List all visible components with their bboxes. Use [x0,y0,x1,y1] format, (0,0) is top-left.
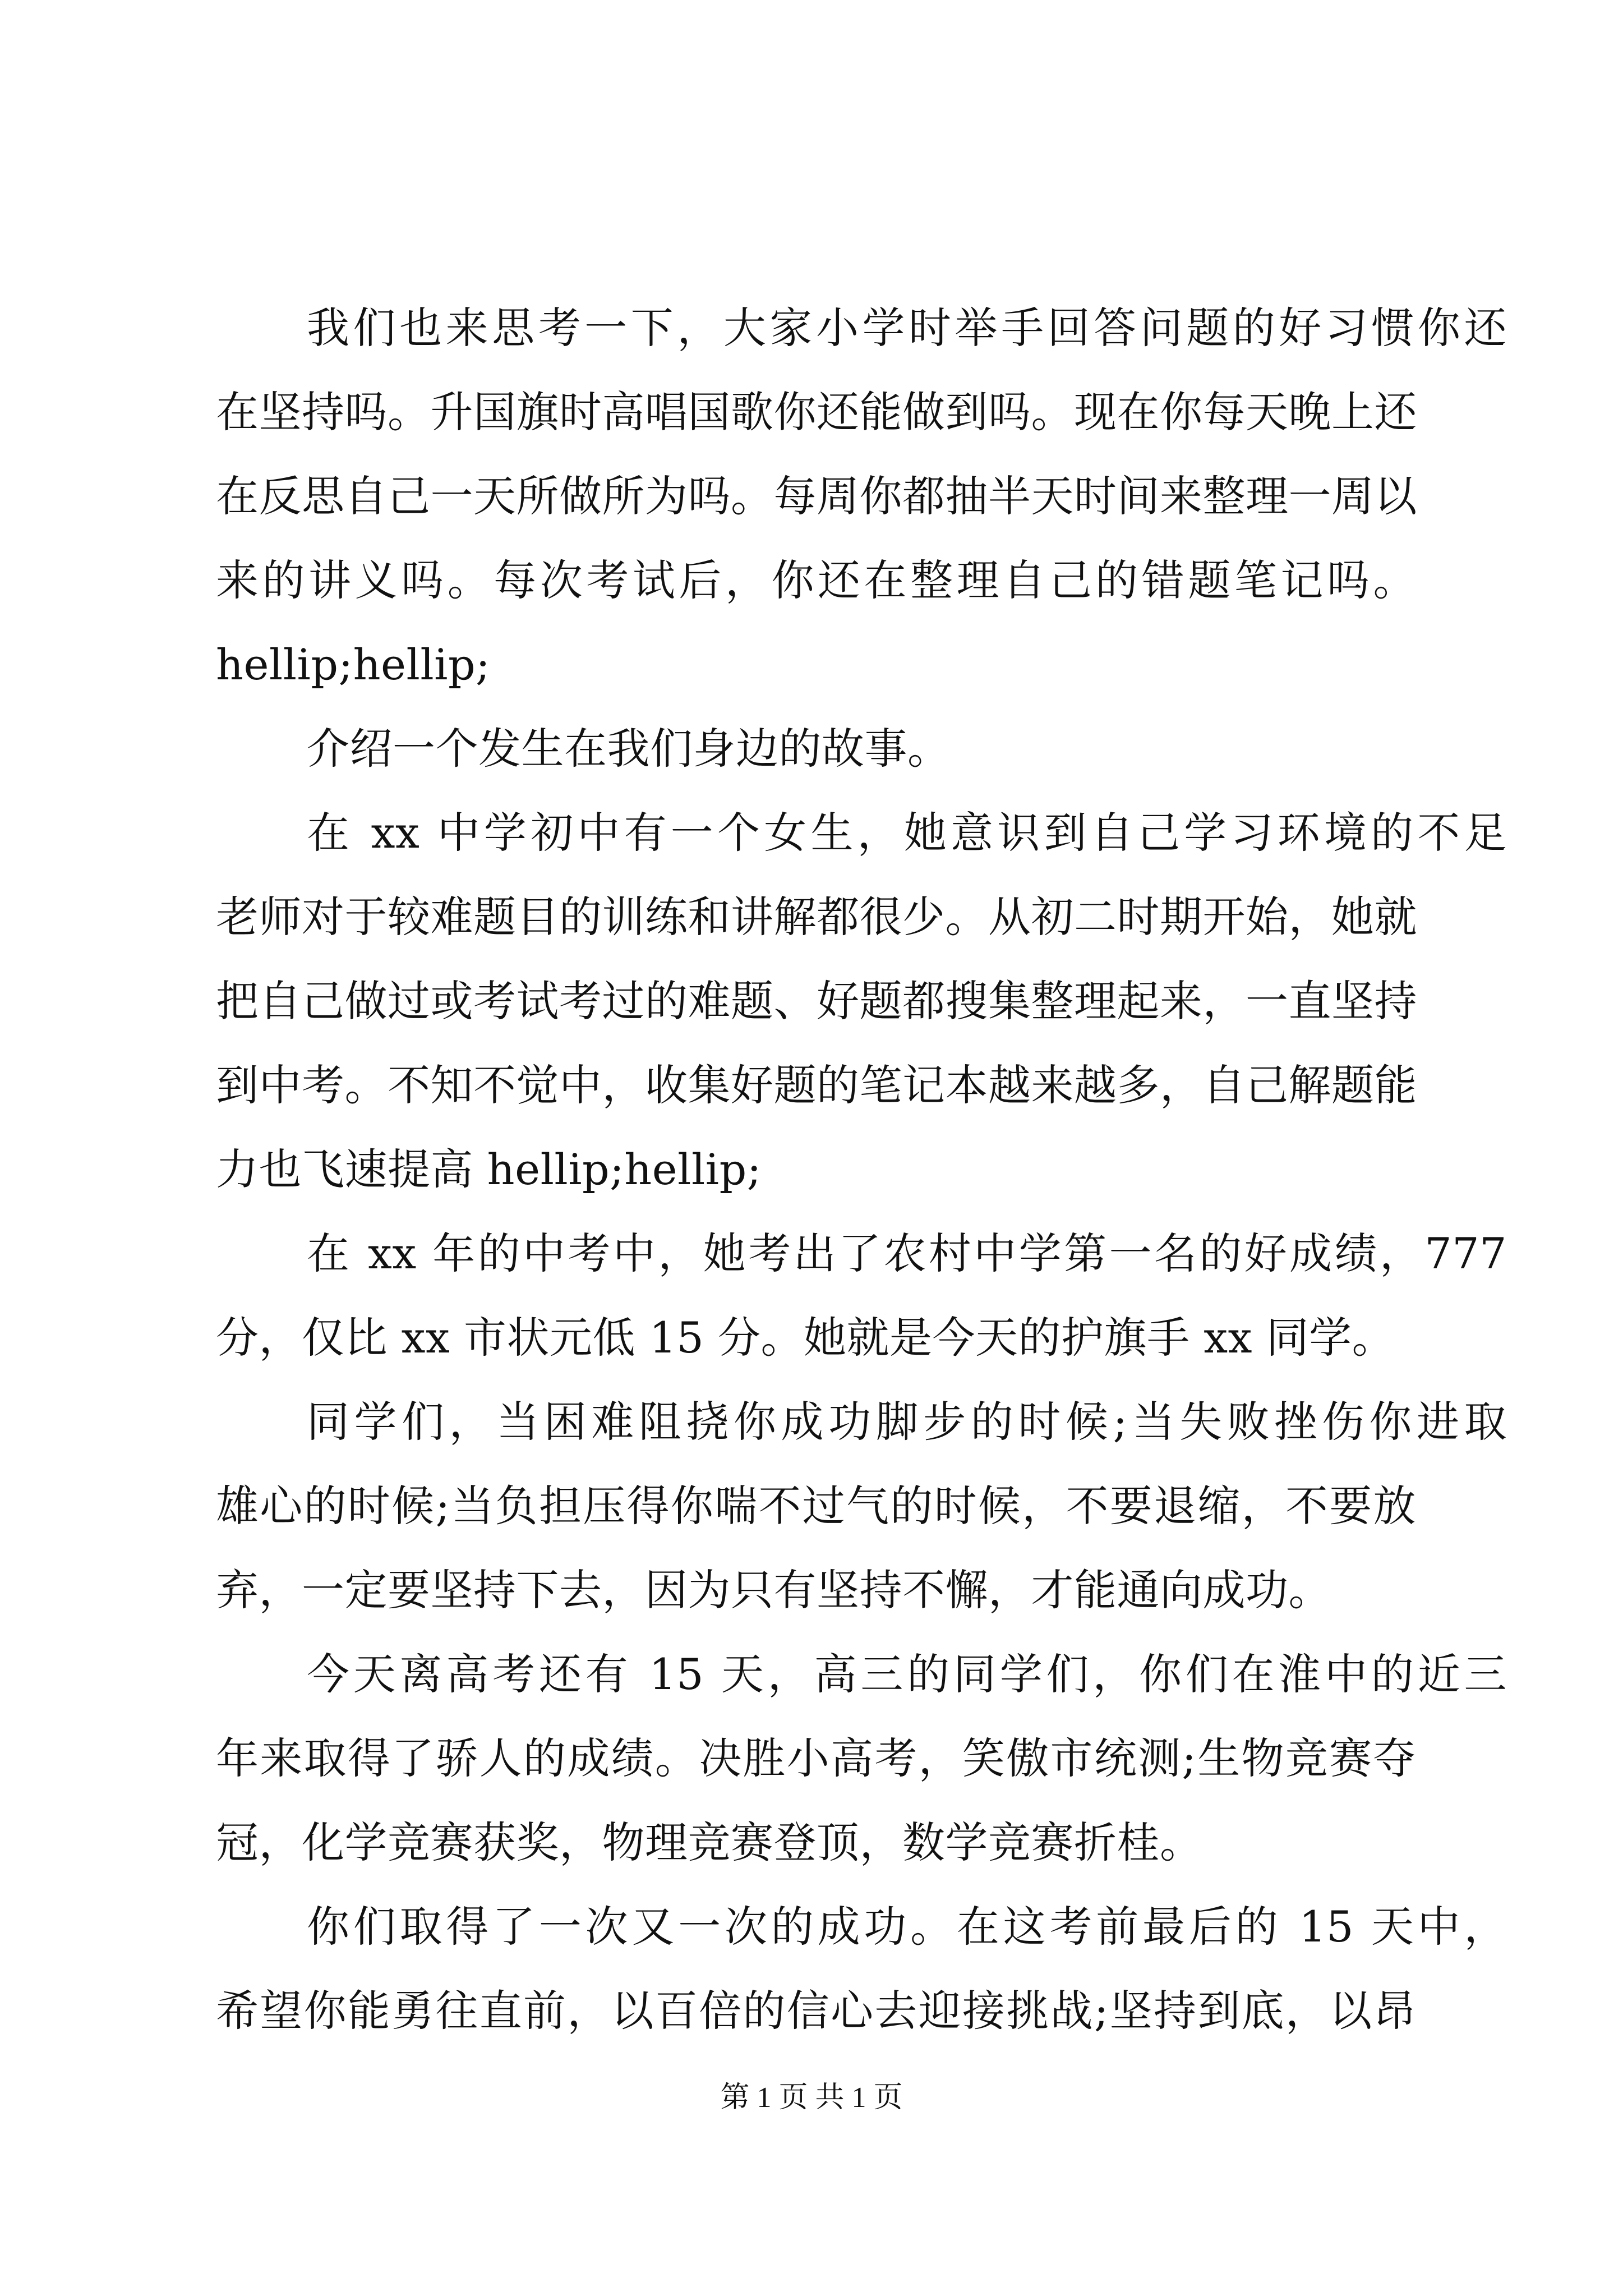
paragraph-line: 分，仅比 xx 市状元低 15 分。她就是今天的护旗手 xx 同学。 [216,1313,1395,1363]
paragraph-line: 介绍一个发生在我们身边的故事。 [307,724,951,774]
paragraph-line: 我们也来思考一下，大家小学时举手回答问题的好习惯你还 [307,303,1507,353]
paragraph-line: 弃，一定要坚持下去，因为只有坚持不懈，才能通向成功。 [216,1565,1331,1615]
paragraph-line: 把自己做过或考试考过的难题、好题都搜集整理起来，一直坚持 [216,976,1417,1026]
paragraph-line: 同学们，当困难阻挠你成功脚步的时候;当失败挫伤你进取 [307,1397,1507,1447]
paragraph-line: 在 xx 中学初中有一个女生，她意识到自己学习环境的不足 [307,808,1507,858]
paragraph-line: 力也飞速提高 hellip;hellip; [216,1144,762,1194]
paragraph-line: hellip;hellip; [216,639,491,689]
page-footer: 第 1 页 共 1 页 [720,2082,903,2114]
paragraph-line: 来的讲义吗。每次考试后，你还在整理自己的错题笔记吗。 [216,555,1416,605]
paragraph-line: 冠，化学竞赛获奖，物理竞赛登顶，数学竞赛折桂。 [216,1818,1203,1867]
paragraph-line: 雄心的时候;当负担压得你喘不过气的时候，不要退缩，不要放 [216,1481,1416,1531]
paragraph-line: 年来取得了骄人的成绩。决胜小高考，笑傲市统测;生物竞赛夺 [216,1733,1416,1783]
paragraph-line: 希望你能勇往直前，以百倍的信心去迎接挑战;坚持到底，以昂 [216,1986,1416,2036]
paragraph-line: 在坚持吗。升国旗时高唱国歌你还能做到吗。现在你每天晚上还 [216,387,1417,437]
paragraph-line: 在 xx 年的中考中，她考出了农村中学第一名的好成绩，777 [307,1228,1507,1278]
paragraph-line: 到中考。不知不觉中，收集好题的笔记本越来越多，自己解题能 [216,1060,1417,1110]
paragraph-line: 今天离高考还有 15 天，高三的同学们，你们在淮中的近三 [307,1649,1507,1699]
paragraph-line: 你们取得了一次又一次的成功。在这考前最后的 15 天中， [307,1902,1507,1952]
paragraph-line: 在反思自己一天所做所为吗。每周你都抽半天时间来整理一周以 [216,471,1417,521]
paragraph-line: 老师对于较难题目的训练和讲解都很少。从初二时期开始，她就 [216,892,1417,942]
